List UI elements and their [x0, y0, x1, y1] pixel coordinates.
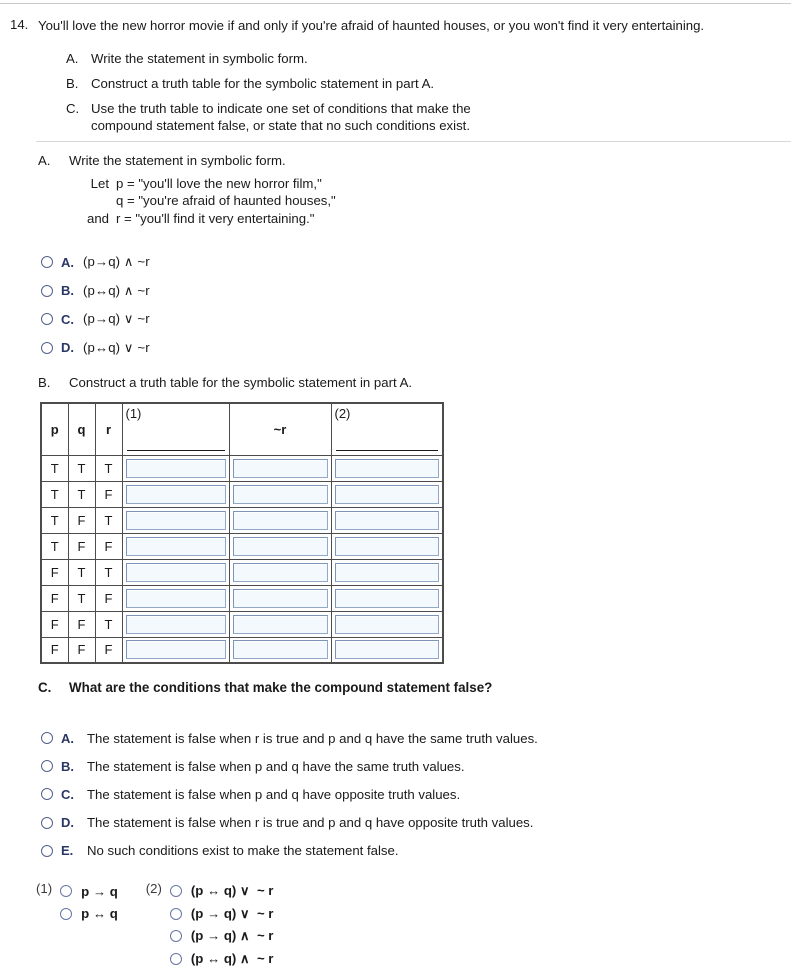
selector-option-label: (p → q) ∨ ~ r [190, 905, 274, 921]
truth-value-input[interactable] [335, 615, 440, 634]
truth-value-cell: F [41, 585, 68, 611]
truth-table-input-cell[interactable] [229, 611, 331, 637]
truth-value-cell: F [95, 585, 122, 611]
header-blank-rule-1 [127, 450, 225, 451]
truth-value-cell: T [68, 559, 95, 585]
option-label: (p→q) ∧ ~r [83, 254, 150, 270]
option-letter: C. [61, 786, 74, 802]
radio-icon[interactable] [41, 313, 53, 325]
truth-table-input-cell[interactable] [331, 507, 443, 533]
option-letter: D. [61, 340, 74, 356]
subpart-text: Construct a truth table for the symbolic statement in part A. [91, 75, 435, 91]
selector-option[interactable] [60, 903, 118, 926]
truth-value-cell: T [68, 455, 95, 481]
question-text: You'll love the new horror movie if and only if you're afraid of haunted houses, or you won't find it very entertaining. [38, 18, 705, 33]
option-a[interactable] [41, 724, 538, 752]
option-d[interactable] [41, 334, 150, 363]
subpart-text: Use the truth table to indicate one set of conditions that make the compound statement false, or state that no such conditions exist. [91, 100, 471, 134]
header-blank-rule-2 [336, 450, 439, 451]
truth-value-input[interactable] [335, 563, 440, 582]
truth-value-cell: F [68, 507, 95, 533]
option-label: The statement is false when r is true and p and q have opposite truth values. [87, 815, 534, 831]
question-subparts [66, 50, 766, 142]
option-d[interactable] [41, 809, 538, 837]
radio-icon[interactable] [60, 908, 72, 920]
truth-value-input[interactable] [233, 511, 328, 530]
option-letter: C. [61, 311, 74, 327]
radio-icon[interactable] [41, 760, 53, 772]
header-number-1: (1) [125, 406, 142, 421]
truth-table-input-cell[interactable] [331, 585, 443, 611]
truth-value-input[interactable] [126, 459, 226, 478]
truth-table-input-cell[interactable] [331, 533, 443, 559]
table-row [41, 585, 443, 611]
list-item [66, 50, 766, 68]
truth-value-input[interactable] [126, 640, 226, 659]
truth-value-input[interactable] [335, 511, 440, 530]
subpart-letter: C. [66, 100, 80, 116]
definition-row [72, 192, 336, 209]
option-label: No such conditions exist to make the statement false. [87, 843, 399, 859]
subpart-text: Write the statement in symbolic form. [91, 51, 308, 66]
part-c-letter: C. [38, 680, 52, 695]
selector-1-options [60, 880, 118, 925]
option-c[interactable] [41, 780, 538, 808]
truth-value-input[interactable] [233, 459, 328, 478]
selector-option-label: (p → q) ∧ ~ r [190, 928, 274, 944]
truth-table-input-cell[interactable] [229, 455, 331, 481]
truth-value-input[interactable] [335, 640, 440, 659]
selector-option[interactable] [170, 903, 274, 926]
selector-option[interactable] [170, 925, 274, 948]
truth-value-input[interactable] [335, 485, 440, 504]
truth-value-input[interactable] [126, 589, 226, 608]
definition-text: q = "you're afraid of haunted houses," [116, 193, 336, 209]
selector-group-2 [146, 880, 274, 970]
truth-value-input[interactable] [335, 589, 440, 608]
truth-value-input[interactable] [233, 615, 328, 634]
truth-value-cell: T [41, 455, 68, 481]
truth-value-cell: T [68, 585, 95, 611]
truth-table-input-cell[interactable] [122, 455, 229, 481]
truth-table-input-cell[interactable] [229, 637, 331, 663]
truth-table-input-cell[interactable] [331, 637, 443, 663]
table-row [41, 559, 443, 585]
truth-table-input-cell[interactable] [122, 637, 229, 663]
truth-table-body [41, 455, 443, 663]
truth-value-input[interactable] [126, 563, 226, 582]
definition-label: Let [90, 176, 109, 191]
truth-table-input-cell[interactable] [331, 611, 443, 637]
truth-table-input-cell[interactable] [331, 481, 443, 507]
truth-table-input-cell[interactable] [331, 455, 443, 481]
truth-value-input[interactable] [233, 537, 328, 556]
option-e[interactable] [41, 837, 538, 865]
selector-option-label: p ↔ q [81, 906, 118, 922]
truth-table-input-cell[interactable] [122, 533, 229, 559]
table-row [41, 637, 443, 663]
truth-value-cell: F [68, 637, 95, 663]
truth-value-cell: F [41, 559, 68, 585]
truth-value-cell: F [95, 533, 122, 559]
question-number: 14. [10, 17, 29, 32]
symbol-definitions [72, 175, 336, 227]
truth-table-input-cell[interactable] [229, 559, 331, 585]
truth-value-input[interactable] [126, 615, 226, 634]
part-b-heading [38, 375, 412, 390]
radio-icon[interactable] [41, 342, 53, 354]
truth-value-input[interactable] [126, 485, 226, 504]
top-divider [0, 3, 791, 4]
truth-table-input-cell[interactable] [229, 481, 331, 507]
radio-icon[interactable] [170, 953, 182, 965]
table-row [41, 533, 443, 559]
truth-value-input[interactable] [335, 537, 440, 556]
option-label: The statement is false when p and q have the same truth values. [87, 758, 465, 774]
table-row [41, 455, 443, 481]
list-item [66, 75, 766, 93]
table-row [41, 611, 443, 637]
part-b-letter: B. [38, 375, 51, 390]
radio-icon[interactable] [170, 908, 182, 920]
header-number-2: (2) [334, 406, 351, 421]
truth-table-input-cell[interactable] [331, 559, 443, 585]
part-a-heading [38, 153, 286, 168]
truth-value-cell: F [41, 611, 68, 637]
header-expression-not-r: ~r [273, 422, 287, 437]
truth-table-input-cell[interactable] [229, 533, 331, 559]
radio-icon[interactable] [41, 788, 53, 800]
option-letter: A. [61, 730, 74, 746]
definition-text: p = "you'll love the new horror film," [116, 176, 322, 191]
part-c-title: What are the conditions that make the compound statement false? [69, 680, 493, 695]
part-b-title: Construct a truth table for the symbolic statement in part A. [69, 375, 413, 390]
selector-option-label: (p ↔ q) ∨ ~ r [190, 883, 274, 899]
subpart-letter: A. [66, 51, 79, 66]
truth-value-cell: T [95, 559, 122, 585]
column-header-q: q [68, 403, 95, 455]
radio-icon[interactable] [170, 885, 182, 897]
truth-table-input-cell[interactable] [122, 559, 229, 585]
truth-table-input-cell[interactable] [229, 585, 331, 611]
column-header-r: r [95, 403, 122, 455]
definition-label: and [86, 210, 109, 226]
selector-option-label: (p ↔ q) ∧ ~ r [190, 950, 274, 966]
option-letter: B. [61, 283, 74, 299]
column-header-blank-2[interactable] [331, 403, 443, 455]
option-label: The statement is false when p and q have opposite truth values. [87, 786, 461, 802]
part-c-heading [38, 680, 492, 695]
option-label: (p↔q) ∨ ~r [83, 339, 150, 355]
selector-option[interactable] [170, 880, 274, 903]
option-letter: E. [61, 843, 74, 859]
column-header-blank-1[interactable] [122, 403, 229, 455]
truth-value-cell: T [95, 507, 122, 533]
truth-table-input-cell[interactable] [122, 611, 229, 637]
truth-value-cell: T [41, 481, 68, 507]
truth-value-input[interactable] [233, 563, 328, 582]
option-b[interactable] [41, 277, 150, 306]
radio-icon[interactable] [170, 930, 182, 942]
truth-value-input[interactable] [126, 537, 226, 556]
truth-value-cell: T [41, 533, 68, 559]
truth-value-cell: F [68, 611, 95, 637]
truth-value-cell: F [68, 533, 95, 559]
selector-2-options [170, 880, 274, 970]
definition-text: r = "you'll find it very entertaining." [116, 210, 315, 226]
table-row [41, 507, 443, 533]
part-a-options [41, 248, 150, 362]
option-letter: A. [61, 254, 74, 270]
truth-value-cell: F [41, 637, 68, 663]
part-a-title: Write the statement in symbolic form. [69, 153, 286, 168]
truth-value-input[interactable] [126, 511, 226, 530]
truth-value-cell: F [95, 637, 122, 663]
truth-table-input-cell[interactable] [122, 585, 229, 611]
column-header-p: p [41, 403, 68, 455]
option-label: (p↔q) ∧ ~r [83, 282, 150, 298]
option-c[interactable] [41, 305, 150, 334]
definition-row [72, 175, 336, 192]
selector-option[interactable] [60, 880, 118, 903]
truth-value-cell: T [68, 481, 95, 507]
radio-icon[interactable] [41, 817, 53, 829]
truth-table-input-cell[interactable] [122, 507, 229, 533]
radio-icon[interactable] [41, 285, 53, 297]
truth-table [40, 402, 444, 664]
part-a-letter: A. [38, 153, 51, 168]
truth-value-cell: F [95, 481, 122, 507]
part-c-options [41, 724, 538, 865]
truth-value-input[interactable] [233, 485, 328, 504]
truth-value-input[interactable] [335, 459, 440, 478]
selector-groups [36, 880, 273, 970]
option-label: (p→q) ∨ ~r [83, 311, 150, 327]
option-a[interactable] [41, 248, 150, 277]
column-header-not-r [229, 403, 331, 455]
definition-label [72, 192, 116, 209]
table-row [41, 481, 443, 507]
truth-value-cell: T [95, 611, 122, 637]
selector-spacer [118, 880, 146, 970]
subpart-letter: B. [66, 75, 79, 91]
option-label: The statement is false when r is true and p and q have the same truth values. [87, 730, 538, 746]
radio-icon[interactable] [41, 256, 53, 268]
truth-value-input[interactable] [233, 640, 328, 659]
option-b[interactable] [41, 752, 538, 780]
truth-value-cell: T [41, 507, 68, 533]
selector-tag-2: (2) [145, 881, 162, 896]
question-stem [10, 17, 785, 35]
truth-value-cell: T [95, 455, 122, 481]
definition-row [72, 210, 336, 227]
radio-icon[interactable] [60, 885, 72, 897]
selector-group-1 [36, 880, 118, 970]
truth-value-input[interactable] [233, 589, 328, 608]
radio-icon[interactable] [41, 845, 53, 857]
selector-option[interactable] [170, 948, 274, 971]
radio-icon[interactable] [41, 732, 53, 744]
option-letter: D. [61, 815, 74, 831]
selector-tag-1: (1) [36, 881, 53, 896]
selector-option-label: p → q [81, 883, 118, 899]
list-item [66, 100, 766, 136]
option-letter: B. [61, 758, 74, 774]
truth-table-input-cell[interactable] [229, 507, 331, 533]
truth-table-header-row [41, 403, 443, 455]
truth-table-input-cell[interactable] [122, 481, 229, 507]
section-divider [36, 141, 791, 142]
